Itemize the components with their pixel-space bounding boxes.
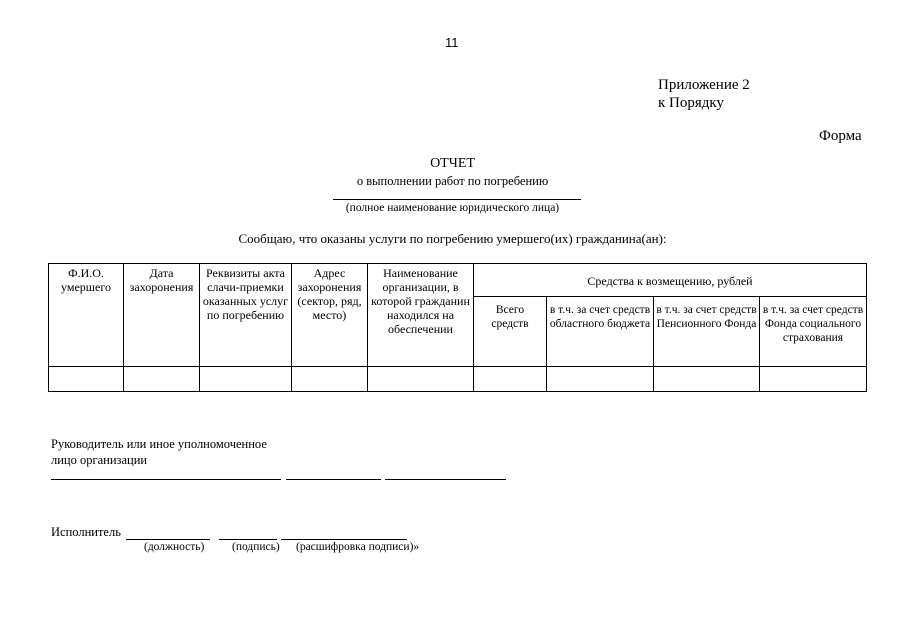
executor-decoding-line[interactable] [281,539,407,540]
statement-text: Сообщаю, что оказаны услуги по погребению умершего(их) гражданина(ан): [238,231,667,246]
subheader-social-fund: в т.ч. за счет средств Фонда социального страхования [760,297,867,367]
caption-signature: (подпись) [232,541,280,553]
caption-position: (должность) [144,541,205,553]
cell-burial-address[interactable] [292,367,368,392]
executor-label: Исполнитель [51,525,121,539]
appendix-line-2: к Порядку [658,95,724,111]
table-row [49,367,867,392]
form-label: Форма [819,128,862,144]
header-burial-date: Дата захоронения [124,264,200,367]
subheader-regional-budget: в т.ч. за счет средств областного бюджета [547,297,654,367]
executor-signature-line[interactable] [219,539,277,540]
organization-name-line[interactable] [333,199,581,200]
page-number: 11 [445,35,459,50]
report-subtitle: о выполнении работ по погребению [356,174,549,188]
head-position-line[interactable] [51,479,281,480]
header-fio: Ф.И.О. умершего [49,264,124,367]
header-organization: Наименование организации, в которой гражданин находился на обеспечении [368,264,474,367]
head-signature-line[interactable] [286,479,381,480]
cell-total[interactable] [474,367,547,392]
appendix-reference [658,76,750,112]
caption-decoding: (расшифровка подписи)» [296,541,420,553]
header-act-details: Реквизиты акта слачи-приемки оказанных услуг по погребению [200,264,292,367]
cell-social-fund[interactable] [760,367,867,392]
report-table [48,263,867,392]
head-signature-label [51,436,267,468]
subheader-pension-fund: в т.ч. за счет средств Пенсионного Фонда [654,297,760,367]
header-burial-address: Адрес захоронения (сектор, ряд, место) [292,264,368,367]
head-label-line-1: Руководитель или иное уполномоченное [51,437,267,451]
appendix-line-1: Приложение 2 [658,77,750,93]
cell-burial-date[interactable] [124,367,200,392]
cell-pension-fund[interactable] [654,367,760,392]
cell-regional-budget[interactable] [547,367,654,392]
head-decoding-line[interactable] [385,479,506,480]
header-reimbursement: Средства к возмещению, рублей [474,264,867,297]
organization-name-caption: (полное наименование юридического лица) [345,202,560,214]
cell-organization[interactable] [368,367,474,392]
executor-position-line[interactable] [126,539,210,540]
subheader-total: Всего средств [474,297,547,367]
head-label-line-2: лицо организации [51,453,148,467]
cell-act-details[interactable] [200,367,292,392]
table-header-row [49,264,867,297]
cell-fio[interactable] [49,367,124,392]
report-title: ОТЧЕТ [430,156,475,171]
